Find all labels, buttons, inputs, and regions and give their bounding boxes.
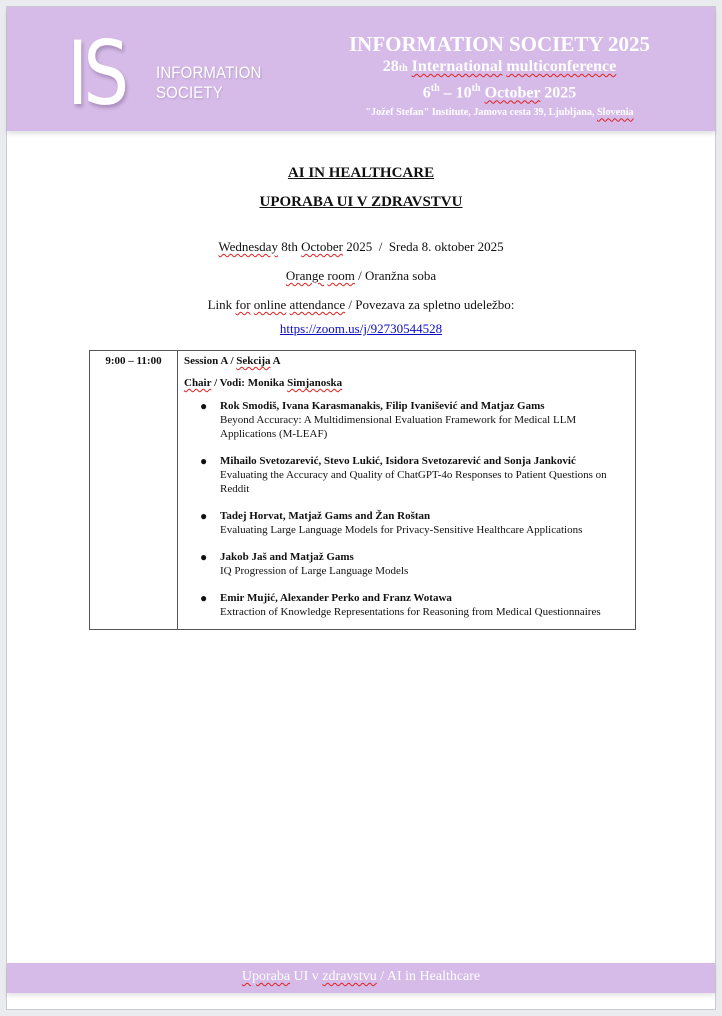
paper-title: Evaluating the Accuracy and Quality of ChatGPT-4o Responses to Patient Questions on Reddit	[220, 469, 607, 495]
dates-separator: –	[439, 84, 456, 102]
paper-authors: Jakob Jaš and Matjaž Gams	[220, 551, 354, 563]
bullet-icon: ●	[200, 509, 208, 523]
dates-start: 6	[422, 84, 431, 102]
date-num: 8th	[281, 239, 298, 254]
paper-authors: Rok Smodiš, Ivana Karasmanakis, Filip Ivanišević and Matjaz Gams	[220, 400, 545, 412]
conference-address	[341, 105, 658, 120]
chair-surname: Simjanoska	[287, 377, 343, 389]
is-logo-letters: IS	[67, 22, 125, 125]
link-label-online: online	[253, 297, 287, 312]
paper-authors: Tadej Horvat, Matjaž Gams and Žan Roštan	[220, 510, 431, 522]
event-date	[7, 239, 715, 255]
conference-dates	[327, 79, 672, 103]
paper-title: Beyond Accuracy: A Multidimensional Evaluation Framework for Medical LLM Applications (M-LEAF)	[220, 414, 577, 440]
session-letter: A	[270, 355, 281, 367]
paper-item	[198, 454, 629, 496]
date-year: 2025	[346, 239, 373, 254]
date-month: October	[301, 239, 343, 254]
bullet-icon: ●	[200, 454, 208, 468]
date-separator: /	[372, 239, 389, 254]
footer-word-uporaba: Uporaba	[241, 969, 291, 984]
bullet-icon: ●	[200, 399, 208, 413]
session-time: 9:00 – 11:00	[90, 351, 178, 630]
bullet-icon: ●	[200, 550, 208, 564]
paper-item	[198, 550, 629, 578]
session-label	[184, 355, 629, 367]
room-separator: /	[354, 268, 365, 283]
conference-edition	[327, 57, 672, 79]
date-slovenian: Sreda 8. oktober 2025	[388, 239, 504, 254]
room-word-1: Orange	[285, 268, 325, 283]
footer-text-english: / AI in Healthcare	[376, 969, 481, 984]
address-country: Slovenia	[597, 106, 634, 119]
paper-title: Extraction of Knowledge Representations for Reasoning from Medical Questionnaires	[220, 606, 601, 618]
zoom-link[interactable]: https://zoom.us/j/92730544528	[279, 321, 443, 336]
dates-end: 10	[455, 84, 472, 102]
link-label-for: for	[235, 297, 251, 312]
edition-suffix: th	[398, 63, 408, 74]
paper-item	[198, 399, 629, 441]
document-title-english: AI IN HEALTHCARE	[287, 165, 435, 181]
session-details	[178, 351, 636, 630]
conference-title: INFORMATION SOCIETY 2025	[348, 32, 651, 56]
logo-line-2: SOCIETY	[156, 83, 223, 102]
event-room	[7, 268, 715, 284]
session-schedule-table	[89, 350, 636, 630]
edition-word-multiconference: multiconference	[506, 58, 617, 75]
zoom-link-line	[7, 321, 715, 337]
paper-list	[184, 399, 629, 619]
online-attendance-label	[7, 297, 715, 313]
session-label-en: Session A /	[184, 355, 237, 367]
link-label-start: Link	[207, 297, 236, 312]
logo-line-1: INFORMATION	[156, 63, 262, 82]
chair-rest: / Vodi: Monika	[211, 377, 288, 389]
paper-title: Evaluating Large Language Models for Privacy-Sensitive Healthcare Applications	[220, 524, 583, 536]
edition-number: 28	[382, 58, 399, 75]
document-page	[6, 6, 716, 1010]
document-title-slovenian: UPORABA UI V ZDRAVSTVU	[259, 194, 463, 210]
session-chair	[184, 377, 629, 389]
link-label-attendance: attendance	[289, 297, 346, 312]
chair-label: Chair	[184, 377, 212, 389]
edition-word-international: International	[411, 58, 503, 75]
dates-start-suffix: th	[430, 83, 440, 94]
conference-header-band	[7, 7, 715, 131]
address-main: "Jožef Stefan" Institute, Jamova cesta 39, Ljubljana,	[365, 106, 598, 119]
link-label-slovenian: / Povezava za spletno udeležbo:	[345, 297, 515, 312]
session-row	[90, 351, 636, 630]
dates-year: 2025	[544, 84, 577, 102]
dates-month: October	[484, 84, 541, 102]
conference-info	[327, 31, 672, 120]
paper-item	[198, 509, 629, 537]
paper-item	[198, 591, 629, 619]
room-slovenian: Oranžna soba	[364, 268, 437, 283]
footer-word-zdravstvu: zdravstvu	[322, 969, 377, 984]
room-word-2: room	[327, 268, 355, 283]
dates-end-suffix: th	[471, 83, 481, 94]
page-footer-band	[7, 963, 715, 993]
is-logo-text	[156, 63, 262, 103]
paper-title: IQ Progression of Large Language Models	[220, 565, 409, 577]
bullet-icon: ●	[200, 591, 208, 605]
paper-authors: Mihailo Svetozarević, Stevo Lukić, Isidora Svetozarević and Sonja Janković	[220, 455, 576, 467]
paper-authors: Emir Mujić, Alexander Perko and Franz Wotawa	[220, 592, 452, 604]
session-label-sl: Sekcija	[236, 355, 271, 367]
footer-text-middle: UI v	[290, 969, 323, 984]
date-day: Wednesday	[218, 239, 278, 254]
